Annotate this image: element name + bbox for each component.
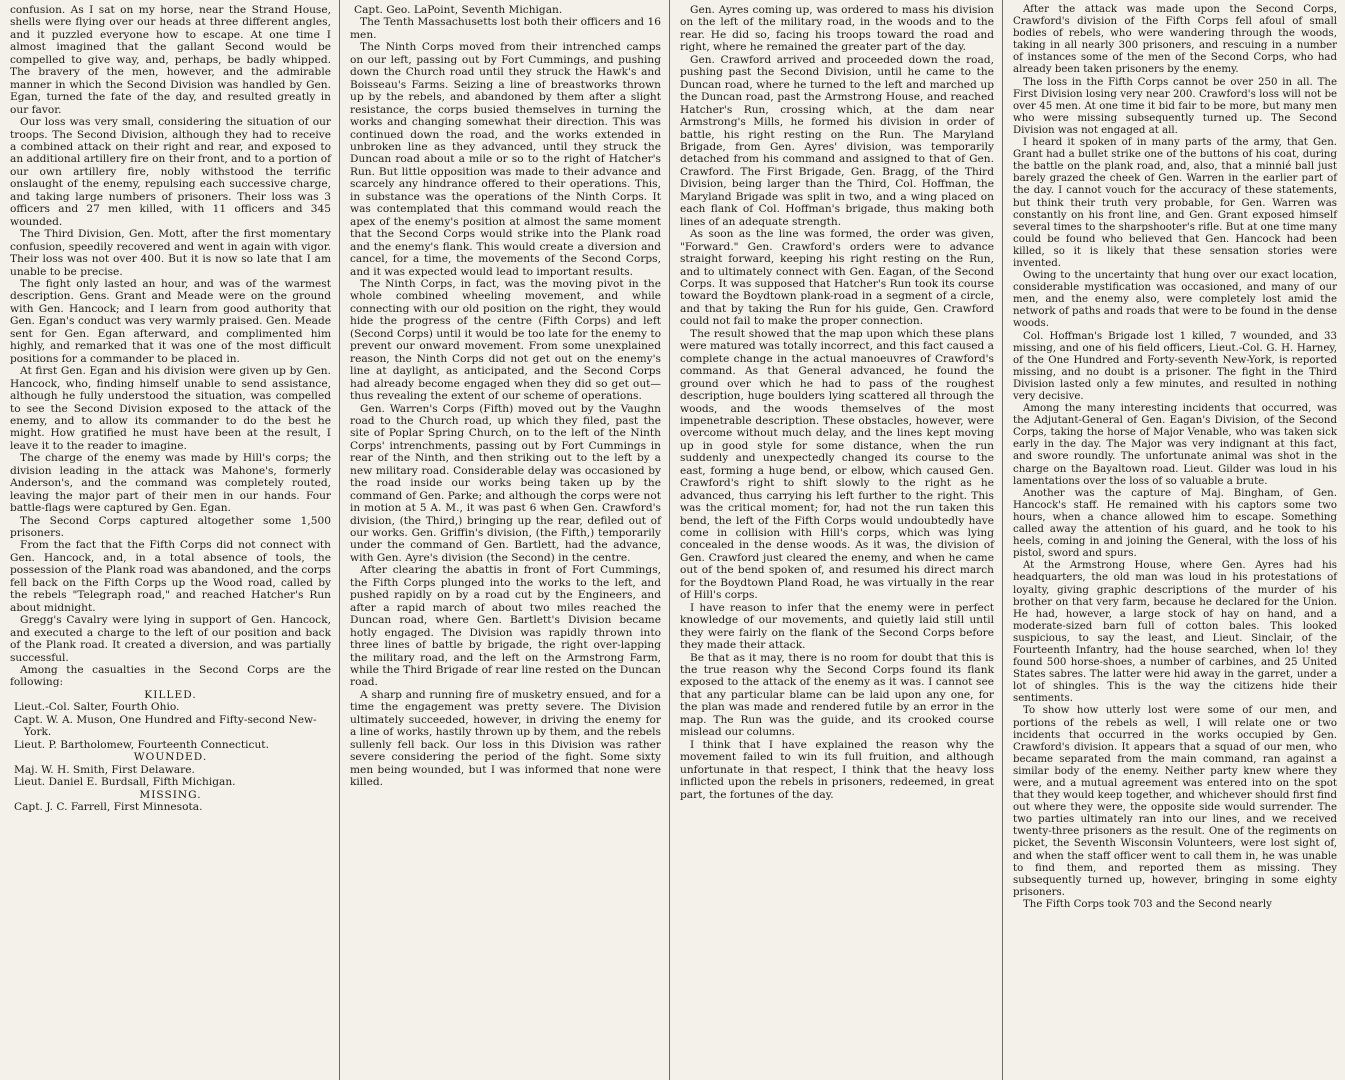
paragraph: A sharp and running fire of musketry ensued, and for a time the engagement was pretty severe. The Division ultimately succeeded, however, in driving the enemy for a line of works, hastily thrown up by them, and the rebels sullenly fell back. Our loss in this Division was rather severe considering the period of the fight. Some sixty men being wounded, but I was informed that none were killed. [350,688,661,789]
paragraph: Owing to the uncertainty that hung over our exact location, considerable mystification was occasioned, and many of our men, and the enemy also, were completely lost amid the network of paths and roads that were to be found in the dense woods. [1013,270,1337,330]
paragraph: At the Armstrong House, where Gen. Ayres had his headquarters, the old man was loud in his protestations of loyalty, giving graphic descriptions of the murder of his brother on that very farm, because he declared for the Union. He had, however, a large stock of hay on hand, and a moderate-sized barn full of cotton bales. This looked suspicious, to say the least, and Lieut. Sinclair, of the Fourteenth Infantry, had the house searched, when lo! they found 500 horse-shoes, a number of carbines, and 25 United States sabres. The latter were hid away in the garret, under a lot of shingles. This is the way the citizens hide their sentiments. [1013,560,1337,705]
paragraph: confusion. As I sat on my horse, near the Strand House, shells were flying over our heads at three different angles, and it puzzled everyone how to escape. At one time I almost imagined that the gallant Second would be compelled to give way, and, perhaps, be badly whipped. The bravery of the men, however, and the admirable manner in which the Second Division was handled by Gen. Egan, turned the fate of the day, and resulted greatly in our favor. [10,4,331,116]
paragraph: The loss in the Fifth Corps cannot be over 250 in all. The First Division losing very near 200. Crawford's loss will not be over 45 men. At one time it bid fair to be more, but many men who were missing subsequently turned up. The Second Division was not engaged at all. [1013,76,1337,136]
casualty-entry: Capt. Geo. LaPoint, Seventh Michigan. [354,4,563,16]
paragraph: As soon as the line was formed, the order was given, "Forward." Gen. Crawford's orders were to advance straight forward, keeping his right resting on the Run, and to ultimately connect with Gen. Eagan, of the Second Corps. It was supposed that Hatcher's Run took its course toward the Boydtown plank-road in a segment of a circle, and that by taking the Run for his guide, Gen. Crawford could not fail to make the proper connection. [680,228,994,328]
paragraph: Our loss was very small, considering the situation of our troops. The Second Division, although they had to receive a combined attack on their right and rear, and exposed to an additional artillery fire on their front, and to a portion of our own artillery fire, nobly withstood the terrific onslaught of the enemy, repulsing each successive charge, and taking large numbers of prisoners. Their loss was 3 officers and 27 men killed, with 11 officers and 345 wounded. [10,116,331,228]
casualty-entry: Capt. J. C. Farrell, First Minnesota. [14,801,203,813]
paragraph: The Second Corps captured altogether some 1,500 prisoners. [10,514,331,540]
paragraph: The Ninth Corps moved from their intrenched camps on our left, passing out by Fort Cummings, and pushing down the Church road until they struck the Hawk's and Boisseau's Farms. Seizing a line of breastworks thrown up by the rebels, and abandoned by them after a slight resistance, the corps busied themselves in turning the works and changing somewhat their direction. This was continued down the road, and the works extended in unbroken line as they advanced, until they struck the Duncan road about a mile or so to the right of Hatcher's Run. But little opposition was made to their advance and scarcely any hindrance offered to their operations. This, in substance was the operations of the Ninth Corps. It was contemplated that this command would reach the apex of the enemy's position at almost the same moment that the Second Corps would strike into the Plank road and the enemy's flank. This would create a diversion and cancel, for a time, the movements of the Second Corps, and it was expected would lead to important results. [350,41,661,278]
paragraph: After clearing the abattis in front of Fort Cummings, the Fifth Corps plunged into the works to the left, and pushed rapidly on by a road cut by the Engineers, and after a rapid march of about two miles reached the Duncan road, where Gen. Bartlett's Division became hotly engaged. The Division was rapidly thrown into three lines of battle by brigade, the right over-lapping the military road, and the left on the Armstrong Farm, while the Third Brigade of rear line rested on the Duncan road. [350,564,661,689]
casualty-entry: Lieut. P. Bartholomew, Fourteenth Connecticut. [14,738,269,751]
paragraph: The fight only lasted an hour, and was of the warmest description. Gens. Grant and Meade were on the ground with Gen. Hancock; and I learn from good authority that Gen. Egan's conduct was very warmly praised. Gen. Meade sent for Gen. Egan afterward, and complimented him highly, and remarked that it was one of the most difficult positions for a commander to be placed in. [10,277,331,365]
casualty-entry: Maj. W. H. Smith, First Delaware. [14,763,195,776]
paragraph: The Third Division, Gen. Mott, after the first momentary confusion, speedily recovered and went in again with vigor. Their loss was not over 400. But it is now so late that I am unable to be precise. [10,228,331,278]
casualty-entry: Lieut. Daniel E. Burdsall, Fifth Michigan. [14,776,236,789]
paragraph: Gen. Crawford arrived and proceeded down the road, pushing past the Second Division, until he came to the Duncan road, where he turned to the left and marched up the Duncan road, past the Armstrong House, and reached Hatcher's Run, crossing which, at the dam near Armstrong's Mills, he formed his division in order of battle, his right resting on the Run. The Maryland Brigade, from Gen. Ayres' division, was temporarily detached from his command and assigned to that of Gen. Crawford. The First Brigade, Gen. Bragg, of the Third Division, being larger than the Third, Col. Hoffman, the Maryland Brigade was split in two, and a wing placed on each flank of Col. Hoffman's brigade, thus making both lines of an adequate strength. [680,53,994,228]
missing-heading: MISSING. [139,788,202,801]
casualty-entry: Capt. W. A. Muson, One Hundred and Fifty-second New-York. [14,713,317,739]
paragraph: The Fifth Corps took 703 and the Second nearly [1023,898,1272,910]
paragraph: Col. Hoffman's Brigade lost 1 killed, 7 wounded, and 33 missing, and one of his field officers, Lieut.-Col. G. H. Harney, of the One Hundred and Forty-seventh New-York, is reported missing, and no doubt is a prisoner. The fight in the Third Division lasted only a few minutes, and resulted in nothing very decisive. [1013,330,1337,402]
paragraph: Gen. Ayres coming up, was ordered to mass his division on the left of the military road, in the woods and to the rear. He did so, facing his troops toward the road and right, where he remained the greater part of the day. [680,4,994,54]
paragraph: I have reason to infer that the enemy were in perfect knowledge of our movements, and quietly laid still until they were fairly on the flank of the Second Corps before they made their attack. [680,601,994,652]
column-3 [670,0,1003,1080]
paragraph: The Tenth Massachusetts lost both their officers and 16 men. [350,16,661,41]
column-4 [1003,0,1345,1080]
paragraph: Another was the capture of Maj. Bingham, of Gen. Hancock's staff. He remained with his captors some two hours, when a chance allowed him to escape. Something called away the attention of his guard, and he took to his heels, coming in and joining the General, with the loss of his pistol, sword and spurs. [1013,487,1337,560]
column-2 [340,0,670,1080]
paragraph: Among the many interesting incidents that occurred, was the Adjutant-General of Gen. Eagan's Division, of the Second Corps, taking the horse of Major Venable, who was taken sick early in the day. The Major was very indignant at this fact, and swore roundly. The unfortunate animal was shot in the charge on the Bayaltown road. Lieut. Gilder was loud in his lamentations over the loss of so valuable a brute. [1013,403,1337,487]
paragraph: After the attack was made upon the Second Corps, Crawford's division of the Fifth Corps fell afoul of small bodies of rebels, who were wandering through the woods, taking in all nearly 300 prisoners, and rescuing in a number of instances some of the men of the Second Corps, who had already been taken prisoners by the enemy. [1013,4,1337,76]
wounded-heading: WOUNDED. [133,751,208,764]
paragraph: From the fact that the Fifth Corps did not connect with Gen. Hancock, and, in a total absence of tools, the possession of the Plank road was abandoned, and the corps fell back on the Fifth Corps up the Wood road, called by the rebels "Telegraph road," and reached Hatcher's Run about midnight. [10,539,331,614]
casualty-entry: Lieut.-Col. Salter, Fourth Ohio. [14,701,180,714]
paragraph: Be that as it may, there is no room for doubt that this is the true reason why the Second Corps found its flank exposed to the attack of the enemy as it was. I cannot see that any particular blame can be laid upon any one, for the plan was made and rendered futile by an error in the map. The Run was the guide, and its crooked course mislead our columns. [680,651,994,739]
paragraph: Gen. Warren's Corps (Fifth) moved out by the Vaughn road to the Church road, up which they filed, past the site of Poplar Spring Church, on to the left of the Ninth Corps' intrenchments, passing out by Fort Cummings in rear of the Ninth, and then striking out to the left by a new military road. Considerable delay was occasioned by the road inside our works being taken up by the command of Gen. Parke; and although the corps were not in motion at 5 A. M., it was past 6 when Gen. Crawford's division, (the Third,) bringing up the rear, defiled out of our works. Gen. Griffin's division, (the Fifth,) temporarily under the command of Gen. Bartlett, had the advance, with Gen. Ayre's division (the Second) in the centre. [350,402,661,564]
paragraph: At first Gen. Egan and his division were given up by Gen. Hancock, who, finding himself unable to send assistance, although he fully understood the situation, was compelled to see the Second Division exposed to the attack of the enemy, and to allow its commander to do the best he might. How gratified he must have been at the result, I leave it to the reader to imagine. [10,365,331,452]
paragraph: The result showed that the map upon which these plans were matured was totally incorrect, and this fact caused a complete change in the actual manoeuvres of Crawford's command. As that General advanced, he found the ground over which he had to pass of the roughest description, huge boulders lying scattered all through the woods, and the woods themselves of the most impenetrable description. These obstacles, however, were overcome without much delay, and the lines kept moving up in good style for some distance, when the run suddenly and unexpectedly changed its course to the east, forming a huge bend, or elbow, which caused Gen. Crawford's right to shift slowly to the right as he advanced, thus carrying his left further to the right. This was the critical moment; for, had not the run taken this bend, the left of the Fifth Corps would undoubtedly have come in collision with Hill's corps, which was lying concealed in the dense woods. As it was, the division of Gen. Crawford just cleared the enemy, and when he came out of the bend spoken of, and resumed his direct march for the Boydtown Pland Road, he was virtually in the rear of Hill's corps. [680,327,994,602]
paragraph: Among the casualties in the Second Corps are the following: [10,664,331,689]
paragraph: I heard it spoken of in many parts of the army, that Gen. Grant had a bullet strike one of the buttons of his coat, during the battle on the plank road, and, also, that a minnié ball just barely grazed the cheek of Gen. Warren in the earlier part of the day. I cannot vouch for the accuracy of these statements, but think their truth very probable, for Gen. Warren was constantly on his front line, and Gen. Grant exposed himself several times to the sharpshooter's rifle. But at one time many could be found who believed that Gen. Hancock had been killed, so it is likely that these sensation stories were invented. [1013,137,1337,269]
paragraph: I think that I have explained the reason why the movement failed to win its full fruition, and although unfortunate in that respect, I think that the heavy loss inflicted upon the rebels in prisoners, redeemed, in great part, the fortunes of the day. [680,738,994,801]
paragraph: The charge of the enemy was made by Hill's corps; the division leading in the attack was Mahone's, formerly Anderson's, and the command was completely routed, leaving the major part of their men in our hands. Four battle-flags were captured by Gen. Egan. [10,452,331,515]
paragraph: Gregg's Cavalry were lying in support of Gen. Hancock, and executed a charge to the left of our position and back of the Plank road. It created a diversion, and was partially successful. [10,614,331,664]
killed-heading: KILLED. [144,688,197,701]
paragraph: The Ninth Corps, in fact, was the moving pivot in the whole combined wheeling movement, and while connecting with our old position on the right, they would hide the progress of the centre (Fifth Corps) and left (Second Corps) until it would be too late for the enemy to prevent our onward movement. From some unexplained reason, the Ninth Corps did not get out on the enemy's line at daylight, as anticipated, and the Second Corps had already become engaged when they did so get out—thus revealing the extent of our scheme of operations. [350,277,661,403]
column-1 [0,0,340,1080]
paragraph: To show how utterly lost were some of our men, and portions of the rebels as well, I will relate one or two incidents that occurred in the works occupied by Gen. Crawford's division. It appears that a squad of our men, who became separated from the main command, ran against a similar body of the enemy. Neither party knew where they were, and a mutual agreement was entered into on the spot that they would keep together, and whichever should first find out where they were, the opposite side would surrender. The two parties ultimately ran into our lines, and we received twenty-three prisoners as the result. One of the regiments on picket, the Seventh Wisconsin Volunteers, were lost sight of, and when the staff officer went to call them in, he was unable to find them, and reported them as missing. They subsequently turned up, however, bringing in some eighty prisoners. [1013,705,1337,898]
